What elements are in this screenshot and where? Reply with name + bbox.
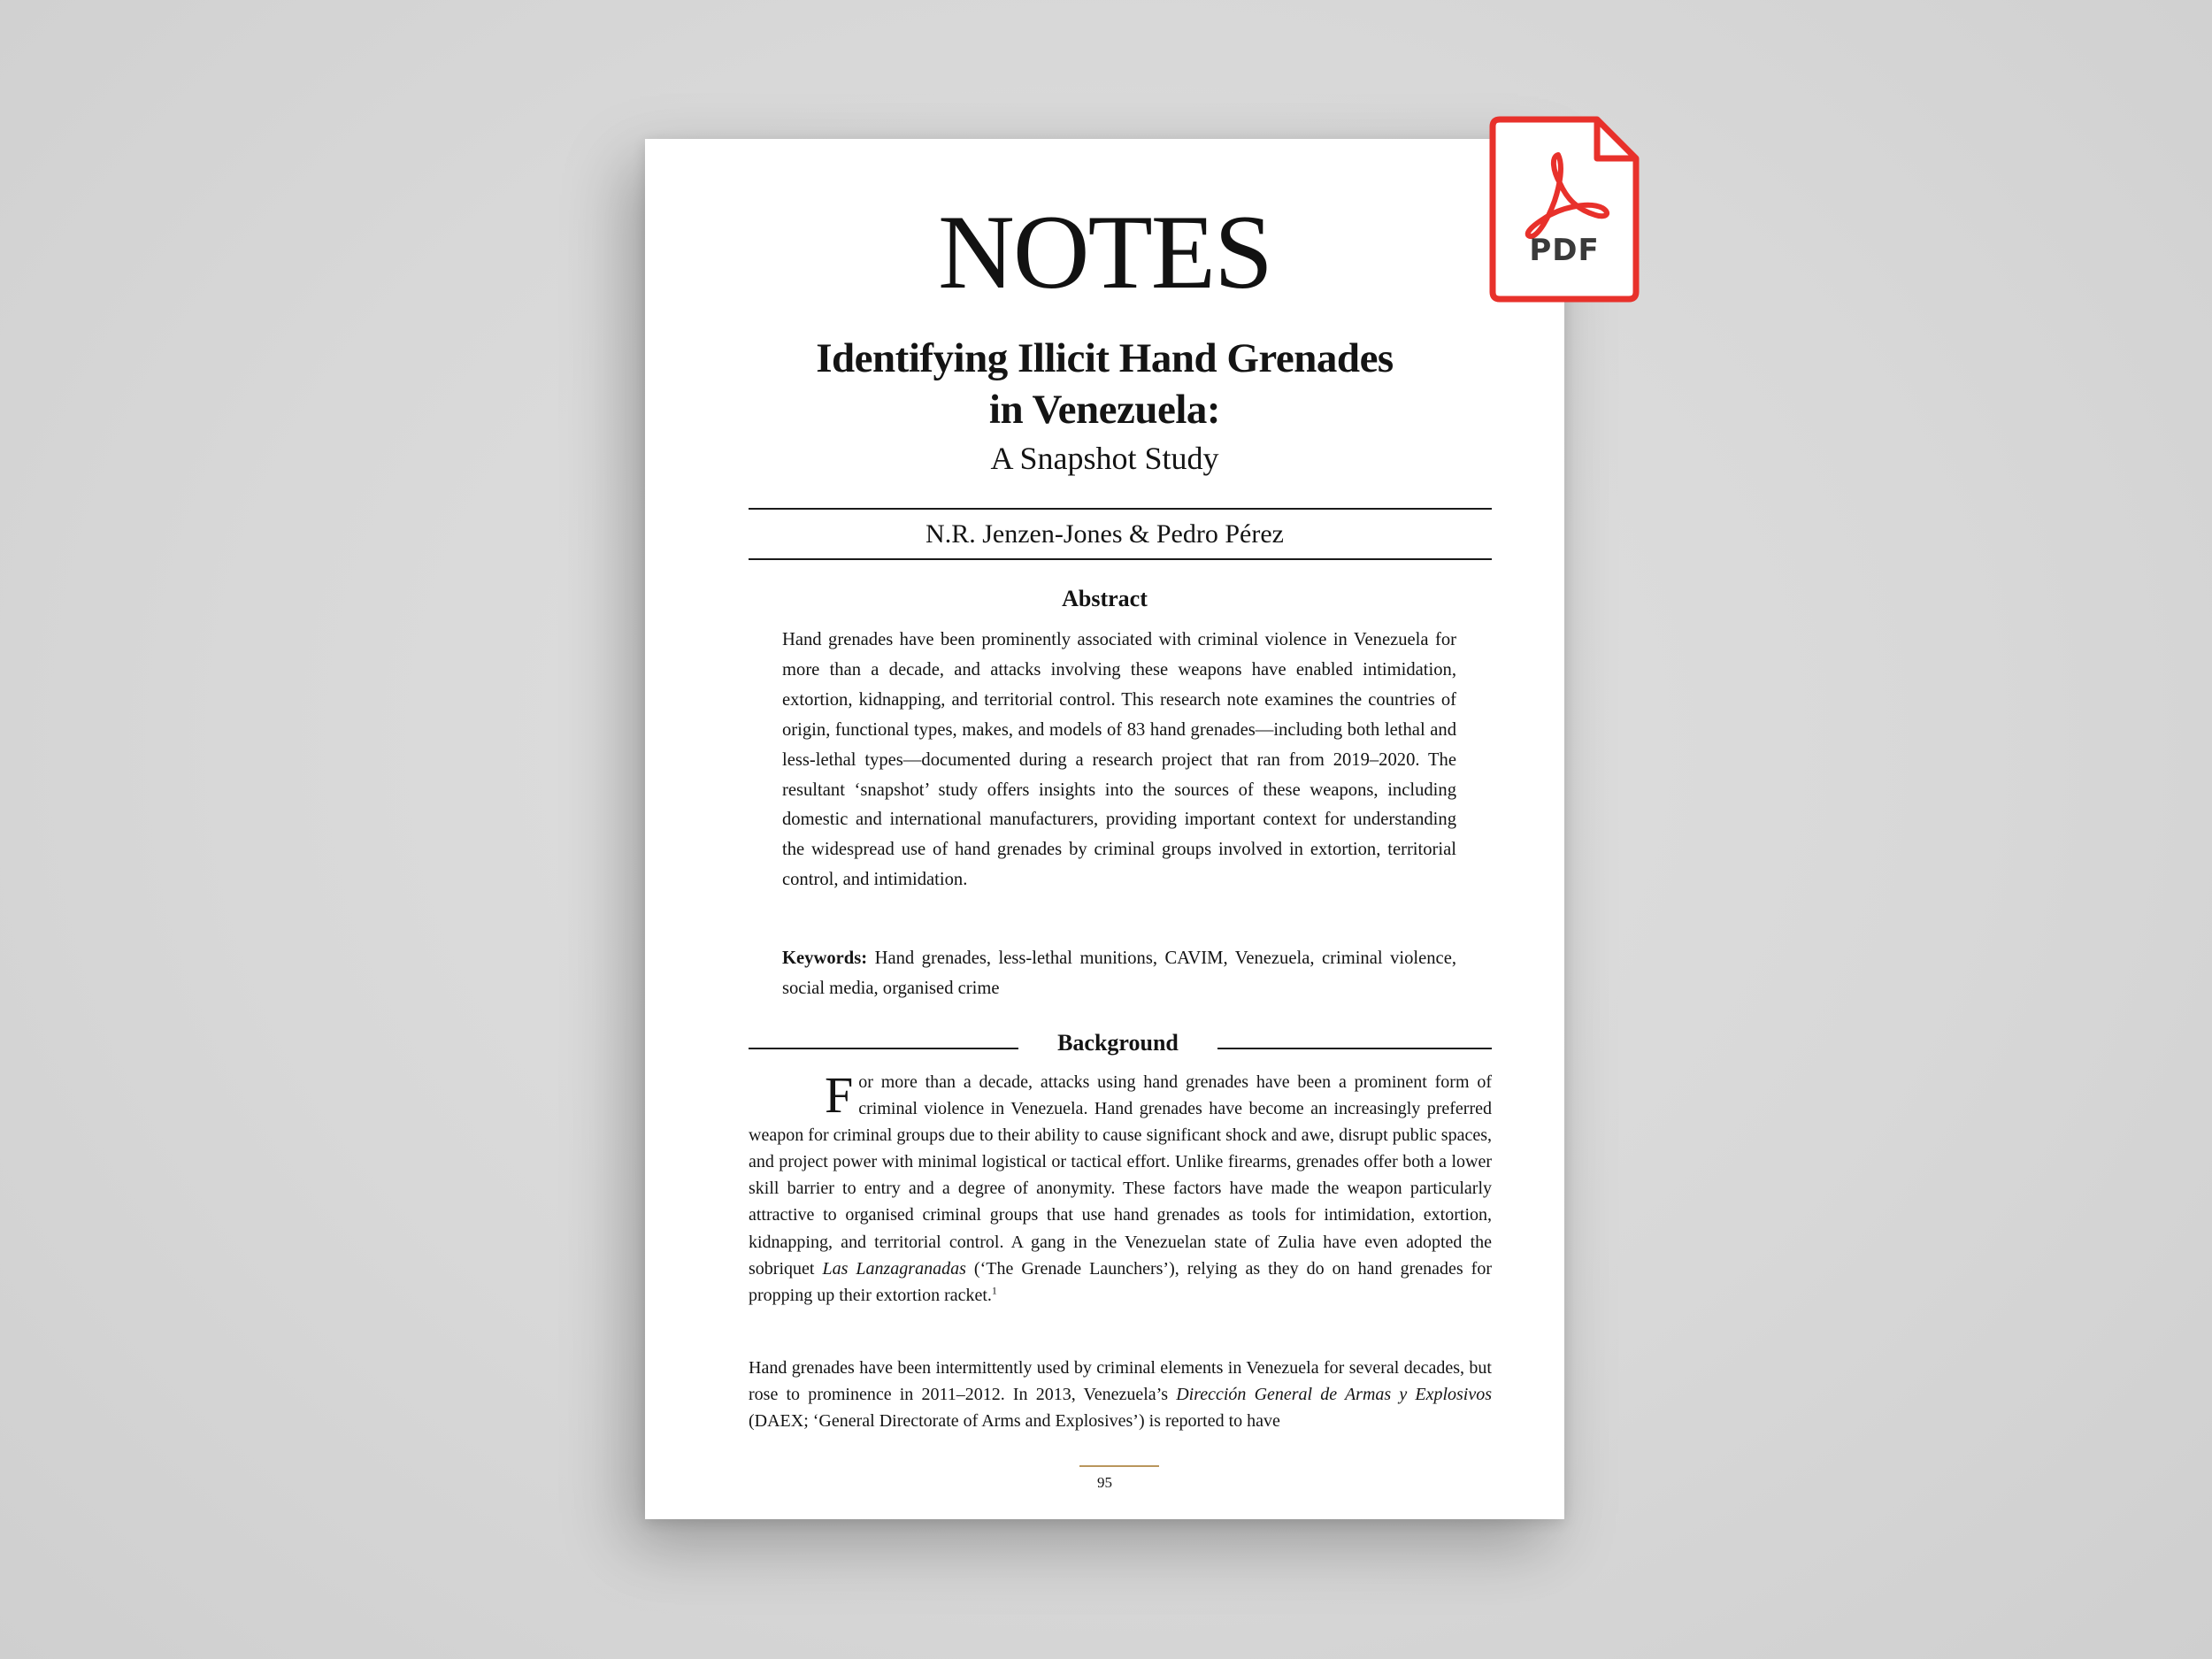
pdf-badge — [1489, 116, 1640, 303]
author-rule-top — [749, 508, 1492, 510]
abstract-heading: Abstract — [1062, 586, 1148, 611]
body-paragraph-2 — [749, 1355, 1492, 1434]
paragraph-2-text-b: (DAEX; ‘General Directorate of Arms and Explosives’) is reported to have — [749, 1411, 1280, 1432]
paragraph-1-text-a: or more than a decade, attacks using hand grenades have been a prominent form of criminal violence in Venezuela. Hand grenades have become an increasingly preferred weapon for criminal groups due to their ability to cause significant shock and awe, disrupt public spaces, and project power with minimal logistical or tactical effort. Unlike firearms, grenades offer both a lower skill barrier to entry and a degree of anonymity. These factors have made the weapon particularly attractive to organised criminal groups that use hand grenades as tools for intimidation, extortion, kidnapping, and territorial control. A gang in the Venezuelan state of Zulia have even adopted the sobriquet — [749, 1072, 1492, 1279]
background-rule-right — [1217, 1048, 1492, 1049]
keywords — [782, 944, 1456, 1004]
pdf-file-icon — [1489, 116, 1640, 303]
document-page — [645, 139, 1564, 1519]
keywords-text: Hand grenades, less-lethal munitions, CAVIM, Venezuela, criminal violence, social media, organised crime — [782, 949, 1456, 998]
footer-rule — [1079, 1465, 1159, 1467]
article-subtitle: A Snapshot Study — [990, 441, 1219, 476]
pdf-label: PDF — [1529, 233, 1600, 268]
title-line-1: Identifying Illicit Hand Grenades — [816, 335, 1394, 381]
author-rule-bottom — [749, 558, 1492, 560]
footnote-marker: 1 — [991, 1284, 997, 1297]
paragraph-1-italic: Las Lanzagranadas — [822, 1258, 966, 1279]
article-title — [645, 333, 1564, 435]
abstract-text: Hand grenades have been prominently associated with criminal violence in Venezuela for more than a decade, and attacks involving these weapons have enabled intimidation, extortion, kidnapping, and territorial control. This research note examines the countries of origin, functional types, makes, and models of 83 hand grenades—including both lethal and less-lethal types—documented during a research project that ran from 2019–2020. The resultant ‘snapshot’ study offers insights into the sources of these weapons, including domestic and international manufacturers, providing important context for understanding the widespread use of hand grenades by criminal groups involved in extortion, territorial control, and intimidation. — [782, 630, 1456, 890]
section-label: NOTES — [938, 193, 1271, 311]
paragraph-2-italic: Dirección General de Armas y Explosivos — [1176, 1385, 1493, 1405]
authors: N.R. Jenzen-Jones & Pedro Pérez — [926, 519, 1284, 549]
paragraph-1-text-b: (‘The Grenade Launchers’), relying as they do on hand grenades for propping up their extortion racket. — [749, 1258, 1492, 1305]
background-heading: Background — [1057, 1030, 1179, 1056]
body-paragraph-1 — [749, 1066, 1492, 1309]
drop-cap: F — [825, 1066, 854, 1124]
keywords-label: Keywords: — [782, 949, 868, 968]
page-number: 95 — [1097, 1474, 1112, 1491]
paragraph-2-text-a: Hand grenades have been intermittently used by criminal elements in Venezuela for several decades, but rose to prominence in 2011–2012. In 2013, Venezuela’s — [749, 1358, 1492, 1405]
background-rule-left — [749, 1048, 1018, 1049]
title-line-2: in Venezuela: — [988, 387, 1221, 433]
